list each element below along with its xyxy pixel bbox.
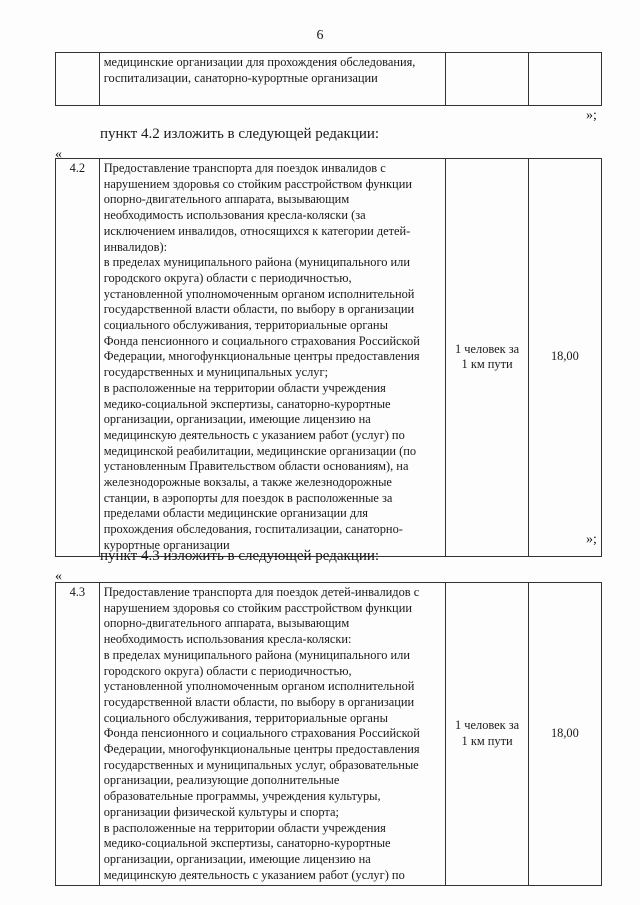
num-cell [56,53,100,106]
text-line: необходимость использования кресла-коляски (за [103,208,366,223]
text-line: организации, организации, имеющие лицензию на [103,851,371,866]
text-line: организации, организации, имеющие лицензию на [103,412,371,427]
section-heading: пункт 4.3 изложить в следующей редакции: [100,548,380,564]
text-line: пределами области медицинские организации для [103,506,369,521]
text-line: социального обслуживания, территориальные органы [103,710,388,725]
unit-line-2: 1 км пути [461,734,513,749]
text-line: медицинскую деятельность с указанием работ (услуг) по [103,427,405,442]
close-quote: »; [586,108,597,123]
table-row [56,53,602,106]
page-number: 6 [316,28,324,43]
text-line: государственных и муниципальных услуг; [103,365,329,380]
section-heading: пункт 4.2 изложить в следующей редакции: [100,126,380,142]
description-cell [99,53,446,106]
text-line: городского округа) области с периодичностью, [103,270,352,285]
text-line: государственной власти области, по выбору в организации [103,694,415,709]
unit-cell [446,53,528,106]
text-line: опорно-двигательного аппарата, вызывающим [103,616,350,631]
text-line: установленной уполномоченным органом исполнительной [103,286,415,301]
text-line: прохождения обследования, госпитализации, санаторно- [103,522,403,537]
text-line: государственной власти области, по выбору в организации [103,302,415,317]
text-line: инвалидов): [103,239,168,254]
description-cell [99,583,446,886]
text-line: городского округа) области с периодичностью, [103,663,352,678]
item-number: 4.3 [56,583,100,886]
text-line: организации физической культуры и спорта; [103,804,339,819]
text-line: нарушением здоровья со стойким расстройством функции [103,176,412,191]
text-line: курортные организации [103,537,230,552]
line-list [104,55,442,86]
text-line: в расположенные на территории области учреждения [103,380,386,395]
text-line: образовательные программы, учреждения культуры, [103,789,381,804]
text-line: Фонда пенсионного и социального страхования Российской [103,726,420,741]
close-quote: »; [586,532,597,547]
text-line: необходимость использования кресла-коляски: [103,632,352,647]
text-line: Предоставление транспорта для поездок инвалидов с [103,161,386,175]
top-fragment-table [55,52,602,106]
price-cell [528,53,601,106]
item-number: 4.2 [56,159,100,557]
text-line: Федерации, многофункциональные центры предоставления [103,349,420,364]
text-line: социального обслуживания, территориальные органы [103,318,388,333]
text-line: станции, в аэропорты для поездок в расположенные за [103,490,393,505]
text-line: нарушением здоровья со стойким расстройством функции [103,600,412,615]
unit-line-2: 1 км пути [461,357,513,372]
price-cell: 18,00 [528,159,601,557]
table-row [56,159,602,557]
text-line: государственных и муниципальных услуг, образовательные [103,757,419,772]
text-line: железнодорожные вокзалы, а также железнодорожные [103,475,392,490]
text-line: Предоставление транспорта для поездок детей-инвалидов с [103,585,420,599]
text-line: медико-социальной экспертизы, санаторно-курортные [103,396,391,411]
text-line: организации, реализующие дополнительные [103,773,340,788]
unit-cell [446,159,528,557]
text-line: в пределах муниципального района (муниципального или [103,255,410,270]
text-line: госпитализации, санаторно-курортные организации [103,70,378,85]
description-cell [99,159,446,557]
section-43-table [55,582,602,886]
unit-cell [446,583,528,886]
text-line: Фонда пенсионного и социального страхования Российской [103,333,420,348]
open-quote: « [55,569,62,584]
text-line: установленным Правительством области основаниям), на [103,459,409,474]
price-cell: 18,00 [528,583,601,886]
text-line: медицинские организации для прохождения обследования, [103,55,416,69]
text-line: медико-социальной экспертизы, санаторно-курортные [103,836,391,851]
line-list [104,585,442,883]
text-line: медицинской реабилитации, медицинские организации (по [103,443,417,458]
text-line: Федерации, многофункциональные центры предоставления [103,742,420,757]
text-line: медицинскую деятельность с указанием работ (услуг) по [103,867,405,882]
text-line: опорно-двигательного аппарата, вызывающим [103,192,350,207]
line-list [104,161,442,554]
text-line: исключением инвалидов, относящихся к категории детей- [103,223,411,238]
open-quote: « [55,147,62,162]
section-42-table [55,158,602,557]
table-row [56,583,602,886]
text-line: установленной уполномоченным органом исполнительной [103,679,415,694]
unit-line-1: 1 человек за [454,341,520,356]
unit-line-1: 1 человек за [454,718,520,733]
text-line: в пределах муниципального района (муниципального или [103,647,410,662]
text-line: в расположенные на территории области учреждения [103,820,386,835]
